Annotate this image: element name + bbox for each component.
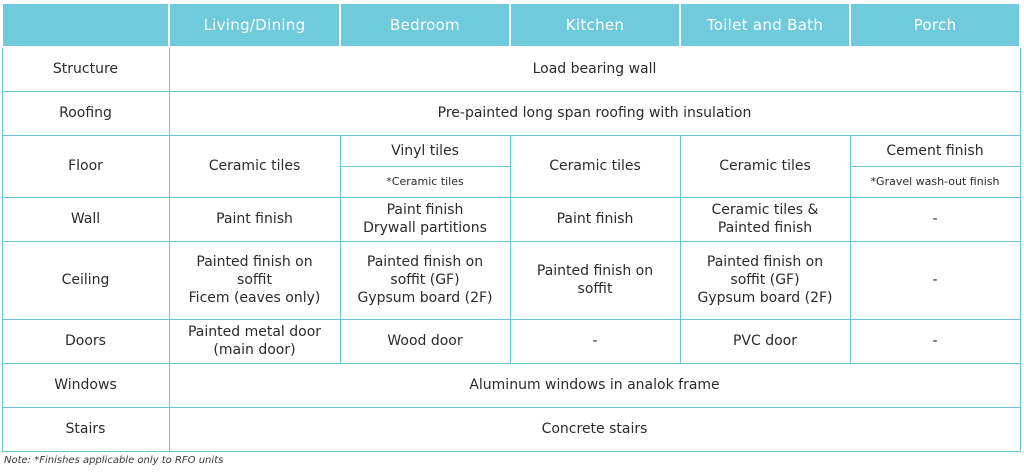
floor-living: Ceramic tiles — [169, 135, 340, 197]
row-windows — [2, 363, 1020, 407]
doors-living — [169, 319, 340, 363]
row-label-stairs: Stairs — [2, 407, 169, 451]
row-floor — [2, 135, 1020, 166]
row-structure — [2, 47, 1020, 91]
wall-toilet-line-2: Painted finish — [717, 220, 813, 236]
ceiling-living-line-1: Painted finish on — [196, 254, 313, 270]
ceiling-bedroom-line-3: Gypsum board (2F) — [357, 290, 493, 306]
wall-kitchen: Paint finish — [510, 197, 680, 241]
row-label-wall: Wall — [2, 197, 169, 241]
row-stairs — [2, 407, 1020, 451]
row-label-roofing: Roofing — [2, 91, 169, 135]
stairs-value: Concrete stairs — [169, 407, 1020, 451]
header-living-dining: Living/Dining — [169, 3, 340, 47]
doors-bedroom: Wood door — [340, 319, 510, 363]
ceiling-kitchen — [510, 241, 680, 319]
ceiling-living — [169, 241, 340, 319]
doors-living-line-2: (main door) — [213, 342, 296, 358]
floor-kitchen: Ceramic tiles — [510, 135, 680, 197]
wall-bedroom-line-1: Paint finish — [386, 202, 464, 218]
ceiling-toilet — [680, 241, 850, 319]
ceiling-living-line-3: Ficem (eaves only) — [188, 290, 321, 306]
floor-porch: Cement finish — [850, 135, 1020, 166]
row-ceiling — [2, 241, 1020, 319]
floor-toilet: Ceramic tiles — [680, 135, 850, 197]
row-label-floor: Floor — [2, 135, 169, 197]
floor-bedroom: Vinyl tiles — [340, 135, 510, 166]
structure-value: Load bearing wall — [169, 47, 1020, 91]
row-label-doors: Doors — [2, 319, 169, 363]
header-porch: Porch — [850, 3, 1020, 47]
header-row — [2, 3, 1020, 47]
doors-living-line-1: Painted metal door — [187, 324, 322, 340]
header-toilet-bath: Toilet and Bath — [680, 3, 850, 47]
roofing-value: Pre-painted long span roofing with insulation — [169, 91, 1020, 135]
ceiling-bedroom-line-2: soffit (GF) — [390, 272, 460, 288]
header-corner — [2, 3, 169, 47]
wall-toilet-line-1: Ceramic tiles & — [711, 202, 819, 218]
ceiling-toilet-line-1: Painted finish on — [706, 254, 824, 270]
ceiling-kitchen-line-2: soffit — [577, 281, 613, 297]
specifications-table — [1, 2, 1021, 452]
wall-living: Paint finish — [169, 197, 340, 241]
row-label-structure: Structure — [2, 47, 169, 91]
floor-bedroom-alt: *Ceramic tiles — [340, 166, 510, 197]
ceiling-porch: - — [850, 241, 1020, 319]
windows-value: Aluminum windows in analok frame — [169, 363, 1020, 407]
ceiling-bedroom — [340, 241, 510, 319]
doors-porch: - — [850, 319, 1020, 363]
wall-bedroom — [340, 197, 510, 241]
row-doors — [2, 319, 1020, 363]
footnote: Note: *Finishes applicable only to RFO units — [4, 455, 224, 466]
wall-bedroom-line-2: Drywall partitions — [363, 220, 487, 236]
ceiling-living-line-2: soffit — [237, 272, 272, 288]
ceiling-kitchen-line-1: Painted finish on — [536, 263, 654, 279]
header-kitchen: Kitchen — [510, 3, 680, 47]
doors-toilet: PVC door — [680, 319, 850, 363]
wall-porch: - — [850, 197, 1020, 241]
row-wall — [2, 197, 1020, 241]
doors-kitchen: - — [510, 319, 680, 363]
header-bedroom: Bedroom — [340, 3, 510, 47]
wall-toilet — [680, 197, 850, 241]
ceiling-bedroom-line-1: Painted finish on — [366, 254, 484, 270]
row-roofing — [2, 91, 1020, 135]
ceiling-toilet-line-3: Gypsum board (2F) — [697, 290, 833, 306]
floor-porch-alt: *Gravel wash-out finish — [850, 166, 1020, 197]
ceiling-toilet-line-2: soffit (GF) — [730, 272, 800, 288]
row-label-windows: Windows — [2, 363, 169, 407]
row-label-ceiling: Ceiling — [2, 241, 169, 319]
